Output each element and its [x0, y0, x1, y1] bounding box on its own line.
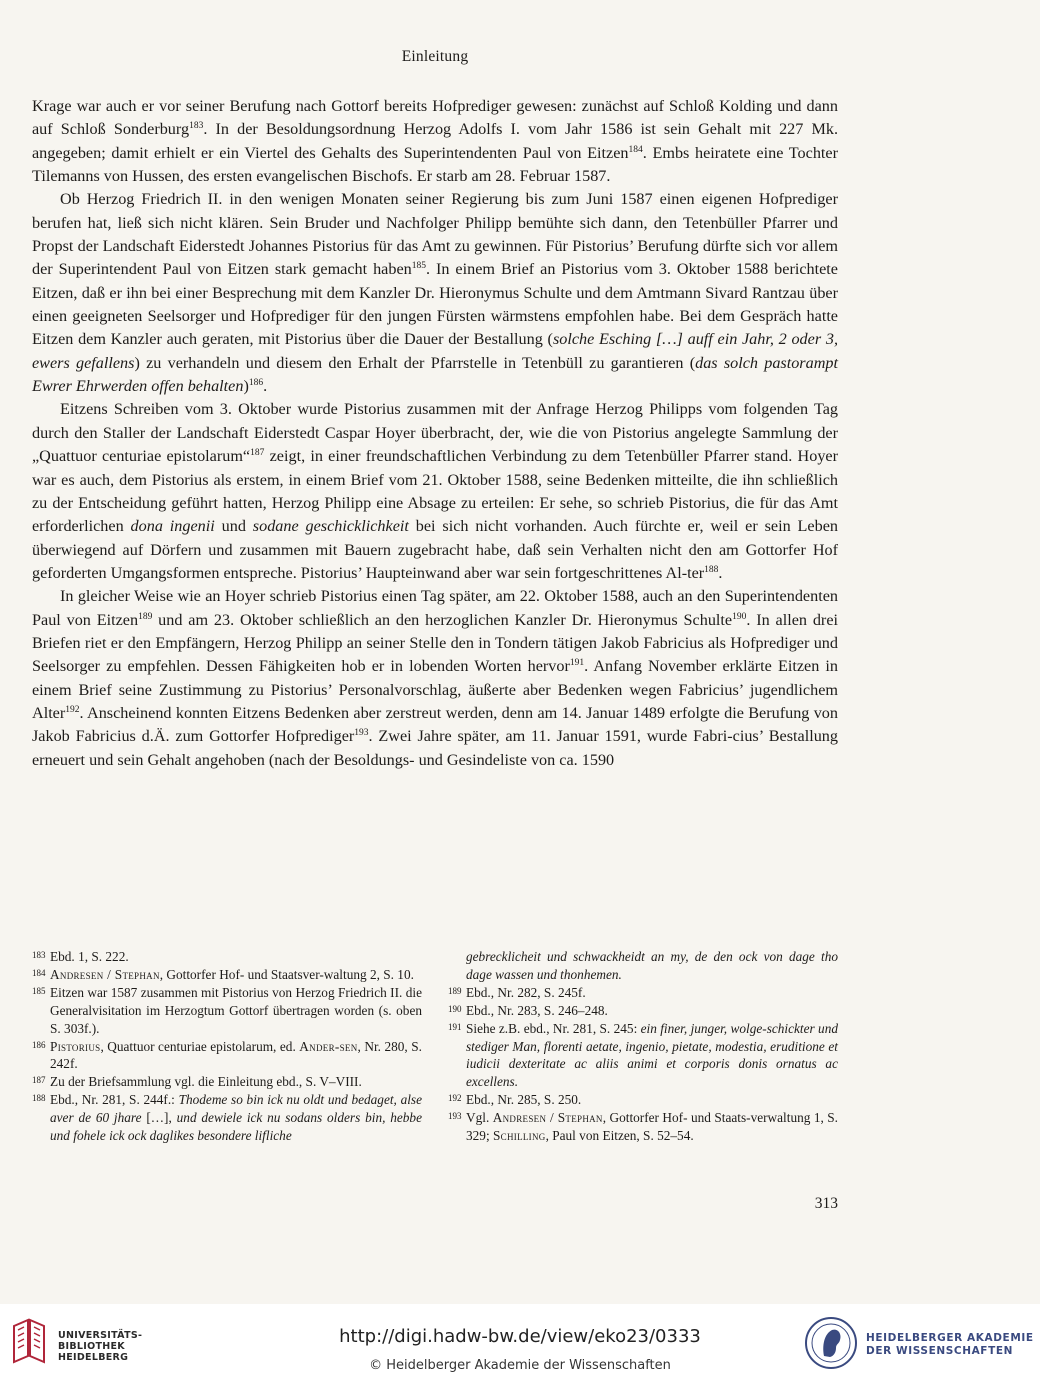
quote-italic: ein finer, junger, wolge-schickter und stediger Man, florenti aetate, ingenio, pietate, modestia, eruditione et iudicii dexteritate ac aliis animi et corporis donis ornatus ac excellens.: [466, 1020, 838, 1090]
footnote-text: Zu der Briefsammlung vgl. die Einleitung ebd., S. V–VIII.: [50, 1074, 362, 1090]
text-run: .: [263, 377, 268, 396]
text-run: . In allen drei Briefen riet er den Empfängern, Herzog Philipp an seiner Stelle den in Tondern tätigen Jakob Fabricius als Hofprediger und Seelsorger zu empfehlen. Dessen Fähigkeiten hob er in lobenden Worten hervor: [32, 610, 839, 676]
text-run: und am 23. Oktober schließlich an den herzoglichen Kanzler Dr. Hieronymus Schulte: [152, 610, 733, 629]
footnote-ref[interactable]: 189: [138, 611, 153, 622]
footnote-185: [32, 984, 422, 1038]
footnote-number: 187: [32, 1075, 46, 1086]
running-head: Einleitung: [401, 48, 469, 65]
author-name: Pistorius: [50, 1038, 101, 1054]
footnote-ref[interactable]: 186: [248, 378, 264, 389]
quote-italic: dona ingenii: [130, 517, 215, 536]
text-run: Eitzens Schreiben vom 3. Oktober wurde Pistorius zusammen mit der Anfrage Herzog Philipps vom folgenden Tag durch den Staller der Landschaft Eiderstedt Caspar Hoyer überbracht, der, wie die von Pistorius angelegte Sammlung der „Quattuor centuriae epistolarum“: [32, 400, 838, 466]
footnote-text: , Paul von Eitzen, S. 52–54.: [545, 1128, 694, 1144]
footnote-188-continued: [448, 948, 838, 984]
permalink-url[interactable]: http://digi.hadw-bw.de/view/eko23/0333: [339, 1326, 701, 1347]
author-name: Schilling: [492, 1128, 546, 1144]
paragraph-2: [32, 188, 838, 398]
text-run: . In der Besoldungsordnung Herzog Adolfs I. vom Jahr 1586 ist sein Gehalt mit 227 Mk. angegeben; damit erhielt er ein Viertel des Gehalts des Superintendenten Paul von Eitzen: [32, 120, 839, 162]
footnote-186: [32, 1038, 422, 1074]
footnote-187: [32, 1073, 422, 1091]
text-run: ): [243, 377, 249, 396]
footnote-188: [32, 1091, 422, 1145]
footnote-183: [32, 948, 422, 966]
quote-italic: sodane geschicklichkeit: [252, 517, 409, 536]
quote-italic: Thodeme so bin ick nu oldt und bedaget, alse aver de 60 jhare: [50, 1092, 422, 1126]
text-run: Krage war auch er vor seiner Berufung nach Gottorf bereits Hofprediger gewesen: zunächst auf Schloß Kolding und dann auf Schloß Sonderburg: [32, 97, 838, 139]
author-name: Ander-sen: [299, 1038, 358, 1054]
footnote-number: 192: [448, 1093, 462, 1104]
author-name: Andresen / Stephan: [50, 966, 160, 982]
footnote-ref[interactable]: 188: [704, 564, 719, 575]
academy-name: [866, 1332, 1034, 1358]
paragraph-3: [32, 398, 838, 585]
author-name: Andresen / Stephan: [492, 1110, 603, 1126]
footnotes-right-column: [448, 948, 838, 1145]
footnote-number: 185: [32, 985, 46, 996]
page-number: 313: [814, 1195, 838, 1212]
footnote-number: 186: [32, 1039, 46, 1050]
academy-seal-icon[interactable]: [804, 1316, 858, 1370]
footnote-text: , Nr. 280, S. 242f.: [50, 1038, 422, 1072]
footnotes-left-column: [32, 948, 422, 1145]
footnote-number: 183: [32, 950, 46, 960]
text-run: und: [214, 517, 253, 536]
footnote-text: , Quattuor centuriae epistolarum, ed.: [100, 1038, 300, 1054]
footnote-text: […],: [141, 1110, 177, 1126]
footnote-text: Ebd., Nr. 281, S. 244f.:: [50, 1092, 179, 1108]
library-name-line: HEIDELBERG: [58, 1352, 129, 1363]
footnote-text: Eitzen war 1587 zusammen mit Pistorius von Herzog Friedrich II. die Generalvisitation im Herzogtum Gottorf übertragen worden (s. oben S. 303f.).: [50, 984, 422, 1036]
viewer-footer: [0, 1304, 1040, 1384]
text-run: zeigt, in einer freundschaftlichen Verbindung zu dem Tetenbüller Pfarrer stand. Hoyer war es auch, dem Pistorius als erstem, in einem Brief vom 21. Oktober 1588, seine Bedenken mitteilte, die ihn schließlich zu der Entscheidung geführt hatten, Herzog Philipp eine Absage zu erteilen: Er sehe, so schrieb Pistorius, die für das Amt erforderlichen: [32, 447, 838, 536]
footnote-ref[interactable]: 192: [65, 704, 80, 715]
footnote-text: Ebd., Nr. 283, S. 246–248.: [466, 1002, 608, 1018]
quote-italic: und dewiele ick nu sodans olders bin, hebbe und fohele ick ock daglikes besondere lifliche: [50, 1110, 422, 1144]
footnote-text: Siehe z.B. ebd., Nr. 281, S. 245:: [466, 1020, 641, 1036]
text-run: ) zu verhandeln und diesem den Erhalt der Pfarrstelle in Tetenbüll zu garantieren (: [134, 353, 696, 372]
footnote-ref[interactable]: 184: [628, 144, 643, 155]
footnote-text: Ebd., Nr. 285, S. 250.: [466, 1092, 582, 1108]
paragraph-4: [32, 585, 838, 772]
main-text: [32, 95, 838, 772]
text-run: bei sich nicht vorhanden. Auch fürchte er, weil er sein Leben überwiegend auf Dörfern und zusammen mit Bauern zugebracht habe, daß sein Verhalten nicht den am Gottorfer Hof geforderten Umgangsformen entspreche. Pistorius’ Haupteinwand aber war sein fortgeschrittenes Al-ter: [32, 517, 838, 582]
footnote-ref[interactable]: 185: [411, 261, 426, 272]
text-run: Ob Herzog Friedrich II. in den wenigen Monaten seiner Regierung bis zum Juni 1587 einen eigenen Hofprediger berufen hat, ließ sich nicht klären. Sein Bruder und Nachfolger Philipp bemühte sich dann, den Tetenbüller Pfarrer und Propst der Landschaft Eiderstedt Johannes Pistorius für das Amt zu gewinnen. Für Pistorius’ Berufung dürfte sich vor allem der Superintendent Paul von Eitzen stark gemacht haben: [32, 190, 838, 279]
footnote-number: 188: [32, 1093, 46, 1104]
footnote-text: Ebd. 1, S. 222.: [50, 949, 129, 964]
library-name-line: UNIVERSITÄTS-: [58, 1330, 143, 1341]
text-run: . Embs heiratete eine Tochter Tilemanns von Hussen, des ersten evangelischen Bischofs. Er starb am 28. Februar 1587.: [32, 143, 838, 186]
quote-italic: gebrecklicheit und schwackheidt an my, de den ock von dage tho dage wassen und thonhemen.: [466, 949, 838, 982]
footnote-192: [448, 1091, 838, 1109]
footnote-text: , Gottorfer Hof- und Staats-verwaltung 1, S. 329;: [466, 1110, 838, 1144]
footnote-ref[interactable]: 190: [732, 611, 747, 622]
text-run: . In einem Brief an Pistorius vom 3. Oktober 1588 berichtete Eitzen, daß er ihn bei einer Besprechung mit dem Kanzler Dr. Hieronymus Schulte und dem Amtmann Sivard Rantzau über einen geeigneten Seelsorger und Hofprediger für den jungen Fürsten wärmstens empfohlen habe. Bei dem Gespräch hatte Eitzen dem Kanzler auch geraten, mit Pistorius über die Dauer der Bestallung (: [32, 260, 838, 349]
footnote-ref[interactable]: 183: [189, 121, 204, 132]
footnote-number: 190: [448, 1003, 462, 1014]
footnote-ref[interactable]: 187: [250, 448, 265, 459]
footnote-ref[interactable]: 193: [354, 728, 369, 739]
footnote-text: Vgl.: [466, 1110, 493, 1126]
footnote-number: 184: [32, 967, 46, 978]
footnote-184: [32, 966, 422, 984]
text-run: . Anfang November erklärte Eitzen in einem Brief seine Zustimmung zu Pistorius’ Personalvorschlag, äußerte aber Bedenken wegen Fabricius’ jugendlichem Alter: [32, 657, 839, 722]
paragraph-1: [32, 95, 838, 188]
footnotes: [32, 948, 838, 1145]
footnote-number: 191: [448, 1021, 462, 1032]
footnote-ref[interactable]: 191: [569, 658, 585, 669]
footnote-189: [448, 984, 838, 1002]
footnote-number: 189: [448, 985, 462, 996]
library-name-line: BIBLIOTHEK: [58, 1341, 125, 1352]
text-run: . Anscheinend konnten Eitzens Bedenken aber zerstreut werden, denn am 14. Januar 1489 erfolgte die Berufung von Jakob Fabricius d.Ä. zum Gottorfer Hofprediger: [32, 703, 838, 746]
footnote-193: [448, 1109, 838, 1145]
text-run: . Zwei Jahre später, am 11. Januar 1591, wurde Fabri-cius’ Bestallung erneuert und sein Gehalt angehoben (nach der Besoldungs- und Gesindeliste von ca. 1590: [32, 727, 838, 769]
academy-name-line: DER WISSENSCHAFTEN: [866, 1345, 1014, 1357]
quote-italic: solche Esching […] auff ein Jahr, 2 oder 3, ewers gefallens: [32, 330, 838, 372]
footnote-190: [448, 1002, 838, 1020]
quote-italic: das solch pastorampt Ewrer Ehrwerden offen behalten: [32, 353, 838, 396]
footnote-text: , Gottorfer Hof- und Staatsver-waltung 2, S. 10.: [159, 966, 414, 982]
academy-name-line: HEIDELBERGER AKADEMIE: [866, 1332, 1034, 1344]
footnote-191: [448, 1020, 838, 1092]
text-run: .: [718, 563, 723, 582]
text-run: In gleicher Weise wie an Hoyer schrieb Pistorius einen Tag später, am 22. Oktober 1588, auch an den Superintendenten Paul von Eitzen: [32, 587, 838, 629]
footnote-text: Ebd., Nr. 282, S. 245f.: [466, 984, 586, 1000]
footnote-number: 193: [448, 1111, 462, 1122]
copyright-notice: © Heidelberger Akademie der Wissenschaften: [369, 1358, 671, 1373]
